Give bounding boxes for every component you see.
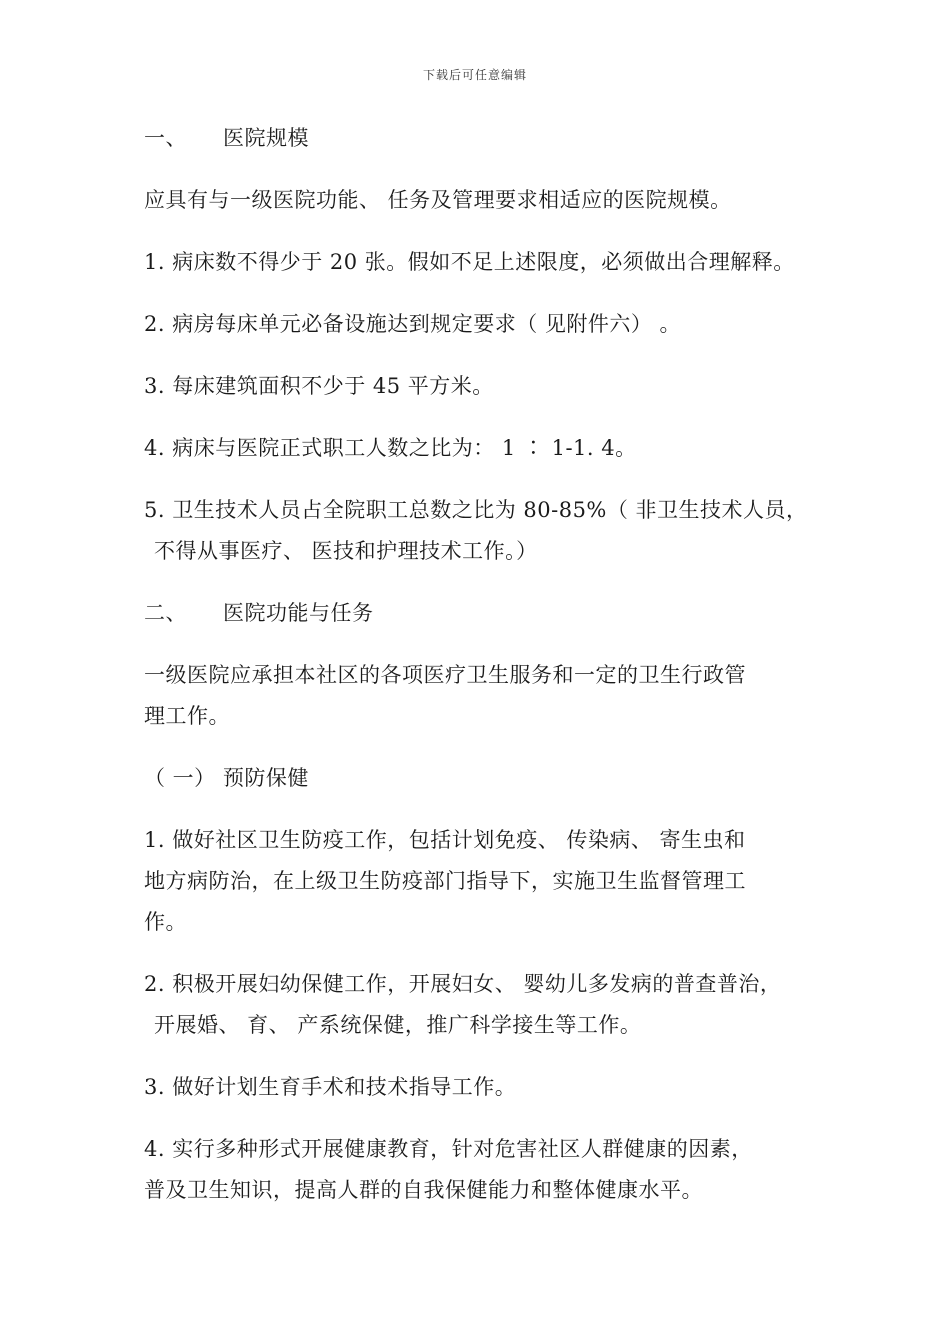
list-item-family-planning: 3. 做好计划生育手术和技术指导工作。 [144, 1075, 517, 1099]
section-heading-function [144, 593, 824, 634]
text-line: 1. 做好社区卫生防疫工作，包括计划免疫、 传染病、 寄生虫和 [144, 828, 746, 852]
list-item-beds: 1. 病床数不得少于 20 张。假如不足上述限度，必须做出合理解释。 [144, 250, 795, 274]
text-line: 地方病防治，在上级卫生防疫部门指导下，实施卫生监督管理工 [144, 869, 746, 893]
paragraph-function-intro [144, 655, 824, 737]
section-number: 二、 [144, 601, 187, 625]
text-line: 作。 [144, 910, 187, 934]
list-item-epidemic-prevention [144, 820, 824, 943]
text-line: 2. 积极开展妇幼保健工作，开展妇女、 婴幼儿多发病的普查普治， [144, 972, 782, 996]
text-line: 4. 实行多种形式开展健康教育，针对危害社区人群健康的因素， [144, 1137, 753, 1161]
list-item-floor-area: 3. 每床建筑面积不少于 45 平方米。 [144, 374, 494, 398]
list-item-health-education [144, 1129, 824, 1211]
list-item-staff-ratio: 4. 病床与医院正式职工人数之比为： 1 ∶ 1-1. 4。 [144, 436, 637, 460]
list-item-technical-staff [144, 490, 824, 572]
section-title: 医院功能与任务 [223, 601, 374, 625]
text-line: 普及卫生知识，提高人群的自我保健能力和整体健康水平。 [144, 1178, 703, 1202]
list-item-ward-facilities: 2. 病房每床单元必备设施达到规定要求（ 见附件六） 。 [144, 312, 682, 336]
section-number: 一、 [144, 126, 187, 150]
document-body [144, 118, 824, 1232]
page-header-note: 下载后可任意编辑 [422, 68, 527, 82]
text-line: 理工作。 [144, 704, 230, 728]
text-line: 不得从事医疗、 医技和护理技术工作。） [154, 539, 538, 563]
text-line: 5. 卫生技术人员占全院职工总数之比为 80-85%（ 非卫生技术人员， [144, 498, 808, 522]
text-line: 开展婚、 育、 产系统保健，推广科学接生等工作。 [154, 1013, 642, 1037]
text-line: 一级医院应承担本社区的各项医疗卫生服务和一定的卫生行政管 [144, 663, 746, 687]
section-title: 医院规模 [223, 126, 309, 150]
section-heading-scale [144, 118, 824, 159]
list-item-maternal-child-health [144, 964, 824, 1046]
paragraph-scale-intro: 应具有与一级医院功能、 任务及管理要求相适应的医院规模。 [144, 188, 732, 212]
subsection-heading-prevention: （ 一） 预防保健 [144, 766, 309, 790]
